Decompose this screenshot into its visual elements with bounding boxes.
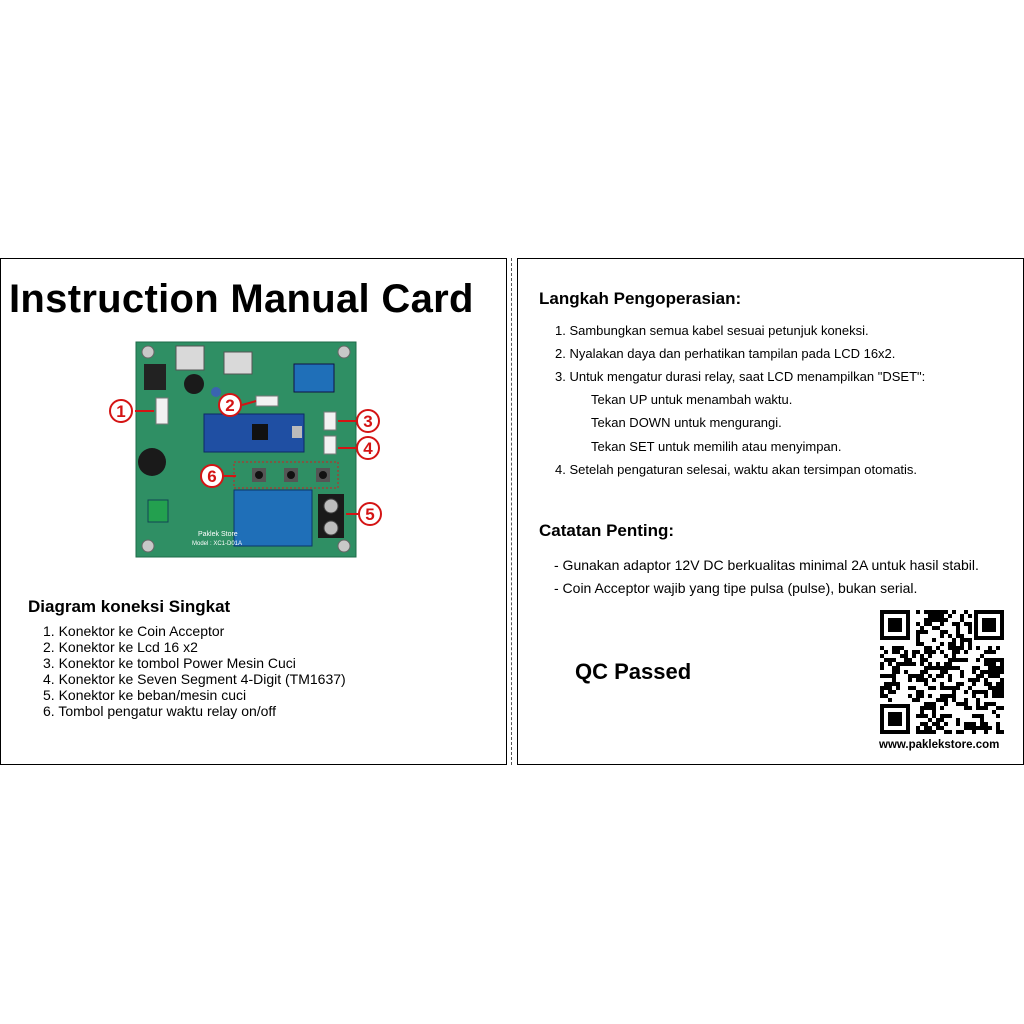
- list-item: 1. Konektor ke Coin Acceptor: [43, 623, 225, 639]
- step-item: 1. Sambungkan semua kabel sesuai petunjuk koneksi.: [555, 323, 869, 338]
- step-substep: Tekan UP untuk menambah waktu.: [591, 392, 793, 407]
- pcb-board-photo: [106, 334, 396, 569]
- small-relay: [294, 364, 334, 392]
- list-item: 2. Konektor ke Lcd 16 x2: [43, 639, 198, 655]
- diagram-list: [43, 623, 346, 719]
- note-item: - Coin Acceptor wajib yang tipe pulsa (pulse), bukan serial.: [554, 580, 918, 596]
- pcb-diagram: [106, 334, 396, 569]
- instruction-card-back: [517, 258, 1024, 765]
- qc-passed-label: QC Passed: [575, 659, 692, 684]
- connector-3: [324, 412, 336, 430]
- list-item: 5. Konektor ke beban/mesin cuci: [43, 687, 247, 703]
- qr-code-graphic: [878, 608, 1006, 736]
- list-item: 6. Tombol pengatur waktu relay on/off: [43, 703, 276, 719]
- svg-text:2: 2: [225, 396, 235, 415]
- svg-text:1: 1: [116, 402, 126, 421]
- power-relay: [234, 490, 312, 546]
- steps-heading: Langkah Pengoperasian:: [539, 289, 742, 308]
- buzzer: [138, 448, 166, 476]
- cut-line-divider: [511, 258, 512, 765]
- step-item: 3. Untuk mengatur durasi relay, saat LCD menampilkan "DSET":: [555, 369, 926, 384]
- svg-text:3: 3: [363, 412, 373, 431]
- svg-text:5: 5: [365, 505, 375, 524]
- step-substep: Tekan SET untuk memilih atau menyimpan.: [591, 439, 842, 454]
- diagram-heading: Diagram koneksi Singkat: [28, 597, 231, 616]
- step-substep: Tekan DOWN untuk mengurangi.: [591, 415, 782, 430]
- card-title: Instruction Manual Card: [9, 277, 474, 321]
- svg-text:4: 4: [363, 439, 373, 458]
- list-item: 3. Konektor ke tombol Power Mesin Cuci: [43, 655, 296, 671]
- website-url: www.paklekstore.com: [879, 739, 1000, 751]
- connector-2: [256, 396, 278, 406]
- dc-jack: [144, 364, 166, 390]
- note-item: - Gunakan adaptor 12V DC berkualitas minimal 2A untuk hasil stabil.: [554, 557, 979, 573]
- connector-4: [324, 436, 336, 454]
- notes-heading: Catatan Penting:: [539, 521, 675, 540]
- silk-model: Model : XC1-D01A: [192, 541, 243, 547]
- svg-text:6: 6: [207, 467, 217, 486]
- instruction-card-front: [0, 258, 507, 765]
- silk-brand: Paklek Store: [198, 531, 238, 538]
- step-item: 4. Setelah pengaturan selesai, waktu akan tersimpan otomatis.: [555, 462, 918, 477]
- terminal-block: [148, 500, 168, 522]
- qr-code-icon: [878, 608, 1006, 736]
- list-item: 4. Konektor ke Seven Segment 4-Digit (TM1637): [43, 671, 346, 687]
- connector-1: [156, 398, 168, 424]
- step-item: 2. Nyalakan daya dan perhatikan tampilan pada LCD 16x2.: [555, 346, 896, 361]
